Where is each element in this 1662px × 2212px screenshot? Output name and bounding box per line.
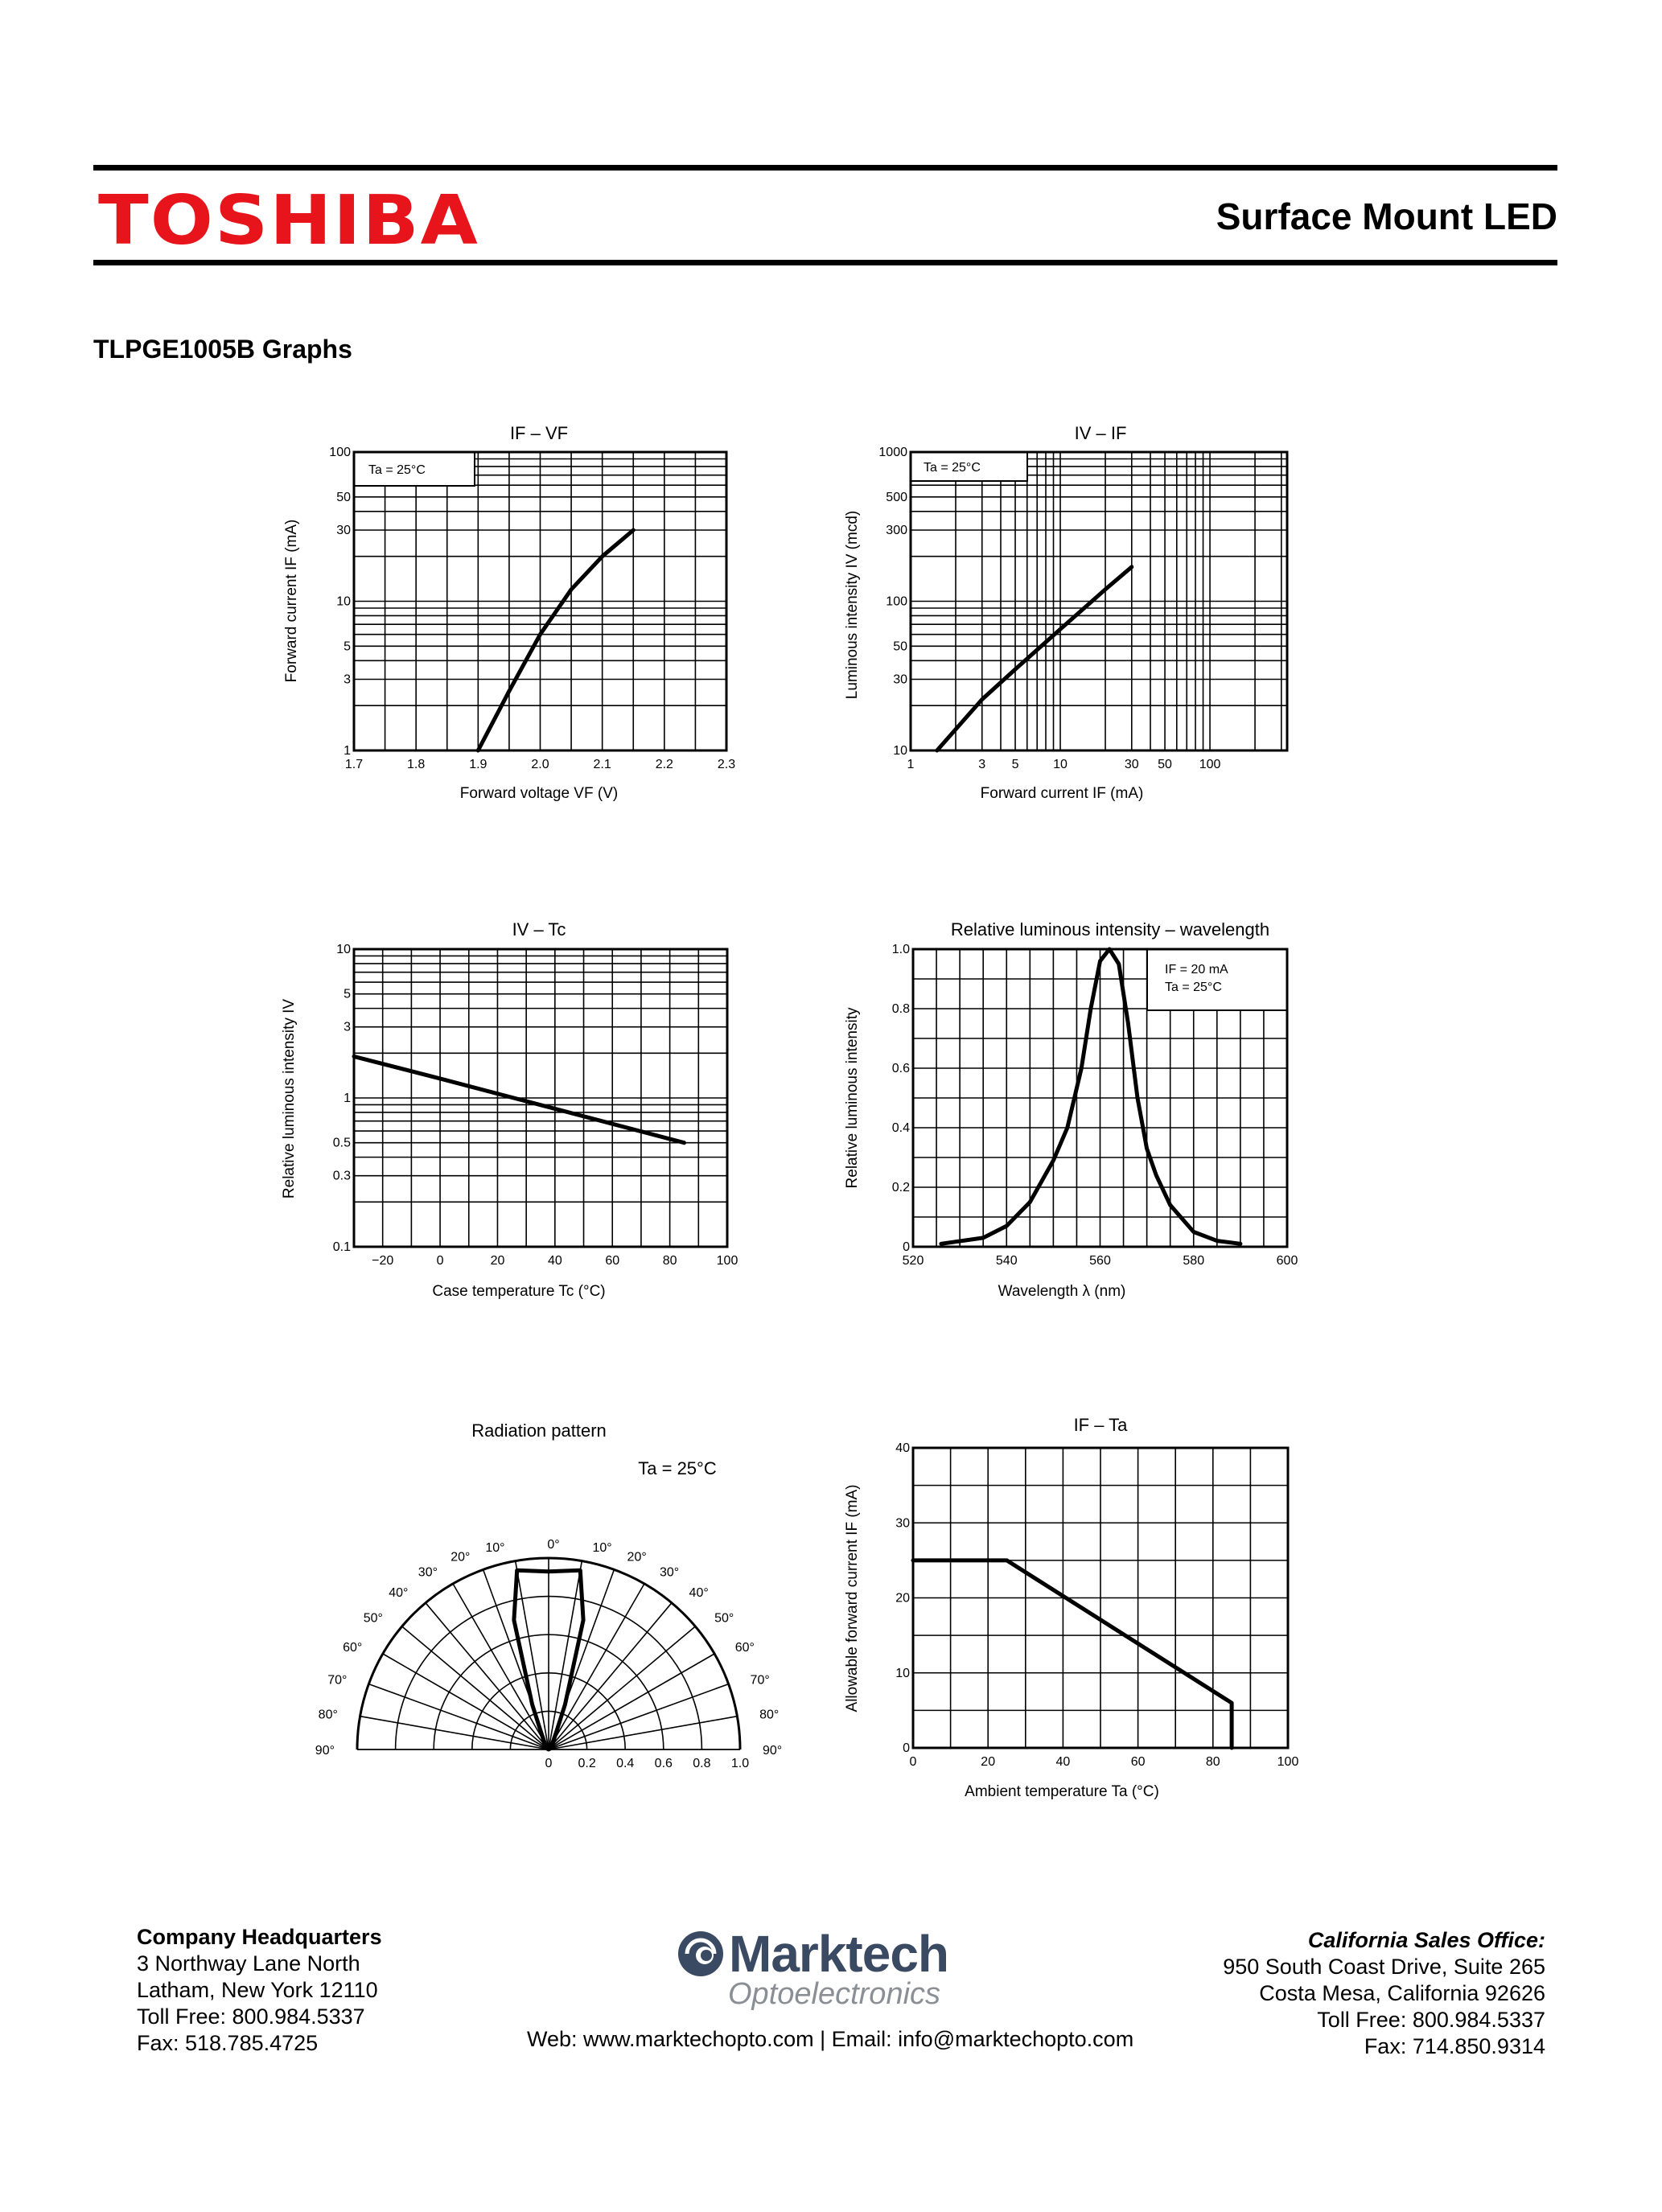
x-tick-label: 100: [1199, 758, 1221, 771]
x-tick-label: 1.7: [344, 758, 364, 771]
condition-temperature: Ta = 25°C: [1165, 981, 1222, 994]
radius-tick-label: 0.8: [693, 1757, 711, 1770]
x-tick-label: 2.3: [717, 758, 736, 771]
series-line: [913, 1560, 1232, 1748]
chart-wavelength: [829, 911, 1327, 1313]
california-street: 950 South Coast Drive, Suite 265: [1223, 1955, 1545, 1979]
x-tick-label: 20: [490, 1254, 505, 1268]
contact-web-email[interactable]: Web: www.marktechopto.com | Email: info@marktechopto.com: [527, 2027, 1134, 2051]
california-phone: Toll Free: 800.984.5337: [1317, 2008, 1545, 2032]
headquarters-title: Company Headquarters: [137, 1925, 382, 1949]
radius-tick-label: 0.2: [578, 1757, 596, 1770]
marktech-swirl-icon: [676, 1929, 726, 1979]
y-tick-label: 0.5: [332, 1136, 351, 1150]
x-tick-label: 60: [605, 1254, 620, 1268]
y-tick-label: 1000: [878, 446, 907, 459]
section-title: TLPGE1005B Graphs: [93, 335, 352, 364]
y-tick-label: 50: [336, 490, 351, 504]
y-tick-label: 0.8: [891, 1002, 910, 1016]
x-tick-label: 3: [978, 758, 986, 771]
x-tick-label: 520: [902, 1254, 924, 1268]
series-line: [937, 567, 1132, 750]
angle-label-right: 60°: [734, 1641, 755, 1655]
angle-label-left: 70°: [327, 1673, 348, 1688]
angle-label-right: 40°: [689, 1585, 709, 1600]
x-tick-label: 1.8: [407, 758, 426, 771]
x-axis-label: Forward voltage VF (V): [459, 785, 619, 802]
x-tick-label: 2.2: [655, 758, 673, 771]
x-tick-label: 20: [981, 1755, 996, 1769]
x-tick-label: 100: [1277, 1755, 1299, 1769]
angle-label-left: 80°: [318, 1708, 338, 1722]
x-axis-label: Wavelength λ (nm): [998, 1283, 1126, 1300]
chart-iv-tc: [265, 911, 764, 1313]
angle-label-left: 0°: [547, 1538, 560, 1552]
x-ticks: [903, 1254, 1298, 1268]
x-tick-label: 540: [995, 1254, 1018, 1268]
headquarters-street: 3 Northway Lane North: [137, 1951, 360, 1976]
headquarters-phone: Toll Free: 800.984.5337: [137, 2004, 365, 2029]
y-ticks: [333, 943, 351, 1254]
y-tick-label: 1.0: [891, 943, 910, 956]
header-bottom-rule: [93, 260, 1557, 265]
x-ticks: [345, 758, 735, 771]
y-ticks: [878, 446, 907, 758]
radius-tick-label: 0.6: [654, 1757, 673, 1770]
angle-label-left: 50°: [363, 1611, 383, 1626]
y-tick-label: 10: [336, 594, 351, 609]
x-axis-label: Forward current IF (mA): [980, 785, 1144, 802]
chart-title: Relative luminous intensity – wavelength: [950, 919, 1270, 939]
california-city: Costa Mesa, California 92626: [1259, 1981, 1545, 2005]
x-tick-label: 560: [1089, 1254, 1111, 1268]
x-tick-label: 10: [1053, 758, 1068, 771]
chart-title: Radiation pattern: [471, 1421, 607, 1441]
y-tick-label: 20: [895, 1591, 910, 1606]
condition-label: Ta = 25°C: [368, 463, 426, 477]
y-tick-label: 30: [336, 523, 351, 537]
x-tick-label: 30: [1124, 758, 1139, 771]
angle-label-right: 50°: [714, 1611, 734, 1626]
x-tick-label: 40: [1055, 1755, 1071, 1769]
angle-label-right: 80°: [759, 1708, 780, 1722]
condition-label: Ta = 25°C: [924, 461, 981, 475]
chart-if-ta: [829, 1412, 1327, 1814]
y-tick-label: 10: [336, 943, 351, 956]
california-title: California Sales Office:: [1307, 1928, 1545, 1952]
headquarters-city: Latham, New York 12110: [137, 1978, 378, 2002]
chart-title: IF – Ta: [1073, 1415, 1128, 1435]
chart-grid: [911, 452, 1287, 750]
y-tick-label: 3: [344, 1020, 351, 1034]
x-tick-label: 5: [1011, 758, 1019, 771]
x-tick-label: 100: [716, 1254, 738, 1268]
angle-label-right: 20°: [627, 1550, 647, 1564]
angle-label-left: 90°: [315, 1744, 335, 1758]
y-tick-label: 30: [893, 672, 907, 687]
chart-radiation-pattern: [306, 1412, 788, 1774]
marktech-logo: Marktech: [729, 1925, 948, 1983]
chart-iv-if: [829, 414, 1327, 816]
headquarters-address: [137, 1924, 382, 2057]
y-tick-label: 3: [344, 672, 351, 687]
y-tick-label: 5: [344, 987, 351, 1001]
x-ticks: [910, 1755, 1299, 1769]
x-ticks: [907, 758, 1221, 771]
y-tick-label: 0.6: [891, 1062, 910, 1075]
condition-box: [354, 452, 475, 486]
y-tick-label: 30: [895, 1516, 910, 1531]
angle-label-left: 20°: [450, 1550, 471, 1564]
x-tick-label: 60: [1130, 1755, 1146, 1769]
x-ticks: [372, 1254, 738, 1268]
angle-label-left: 10°: [485, 1540, 505, 1555]
radius-tick-label: 0: [545, 1757, 553, 1770]
series-line: [478, 530, 633, 750]
y-ticks: [329, 446, 351, 758]
chart-grid: [354, 949, 727, 1247]
condition-label: Ta = 25°C: [638, 1458, 717, 1478]
chart-if-vf: [265, 414, 764, 816]
california-address: [1223, 1927, 1545, 2060]
angle-label-left: 60°: [343, 1641, 363, 1655]
angle-label-left: 30°: [418, 1565, 438, 1580]
series-line: [354, 1056, 685, 1142]
y-tick-label: 0.3: [332, 1169, 351, 1183]
angle-label-right: 70°: [750, 1673, 770, 1688]
y-tick-label: 5: [344, 639, 351, 654]
radius-tick-label: 0.4: [616, 1757, 635, 1770]
chart-title: IF – VF: [509, 423, 569, 443]
y-tick-label: 50: [893, 639, 907, 654]
x-axis-label: Ambient temperature Ta (°C): [965, 1783, 1159, 1800]
y-tick-label: 1: [344, 744, 351, 758]
chart-title: IV – Tc: [512, 919, 566, 939]
x-tick-label: 2.0: [531, 758, 549, 771]
header-top-rule: [93, 165, 1557, 171]
radius-tick-label: 1.0: [730, 1757, 750, 1770]
y-tick-label: 0.1: [332, 1240, 351, 1254]
y-tick-label: 0.4: [891, 1121, 910, 1135]
x-tick-label: 1.9: [469, 758, 487, 771]
y-axis-label: Relative luminous intensity: [844, 1007, 861, 1189]
x-tick-label: 80: [1205, 1755, 1220, 1769]
california-fax: Fax: 714.850.9314: [1364, 2034, 1545, 2058]
condition-box: [1147, 949, 1287, 1010]
x-tick-label: −20: [372, 1254, 394, 1268]
x-tick-label: 580: [1183, 1254, 1205, 1268]
y-tick-label: 0: [903, 1741, 910, 1755]
y-ticks: [892, 943, 910, 1254]
angle-label-right: 90°: [763, 1744, 783, 1758]
x-axis-label: Case temperature Tc (°C): [432, 1283, 606, 1300]
x-tick-label: 80: [662, 1254, 677, 1268]
toshiba-logo: TOSHIBA: [98, 181, 479, 261]
y-tick-label: 0: [903, 1240, 910, 1254]
y-tick-label: 10: [893, 744, 907, 758]
y-tick-label: 10: [895, 1666, 910, 1680]
x-tick-label: 40: [547, 1254, 562, 1268]
condition-current: IF = 20 mA: [1165, 963, 1228, 976]
x-tick-label: 600: [1276, 1254, 1298, 1268]
y-axis-label: Relative luminous intensity IV: [281, 998, 298, 1199]
y-tick-label: 100: [886, 594, 907, 609]
polar-grid: [357, 1558, 740, 1749]
chart-grid: [354, 452, 726, 750]
y-axis-label: Allowable forward current IF (mA): [844, 1484, 861, 1712]
y-ticks: [895, 1441, 910, 1755]
y-tick-label: 0.2: [891, 1181, 910, 1194]
y-tick-label: 100: [329, 446, 351, 459]
y-tick-label: 1: [344, 1092, 351, 1105]
x-tick-label: 0: [909, 1755, 917, 1769]
y-tick-label: 300: [886, 523, 907, 537]
x-tick-label: 50: [1158, 758, 1172, 771]
y-tick-label: 500: [886, 490, 907, 504]
y-axis-label: Luminous intensity IV (mcd): [844, 510, 861, 700]
chart-title: IV – IF: [1074, 423, 1127, 443]
x-tick-label: 2.1: [593, 758, 611, 771]
x-tick-label: 1: [907, 758, 915, 771]
y-tick-label: 40: [895, 1441, 910, 1455]
headquarters-fax: Fax: 518.785.4725: [137, 2031, 319, 2055]
condition-box: [911, 452, 1027, 481]
x-tick-label: 0: [436, 1254, 444, 1268]
y-axis-label: Forward current IF (mA): [283, 519, 300, 683]
marktech-tagline: Optoelectronics: [728, 1977, 941, 2011]
angle-label-right: 30°: [660, 1565, 680, 1580]
angle-label-right: 10°: [592, 1540, 612, 1555]
angle-label-left: 40°: [389, 1585, 409, 1600]
page-title: Surface Mount LED: [1216, 195, 1557, 237]
